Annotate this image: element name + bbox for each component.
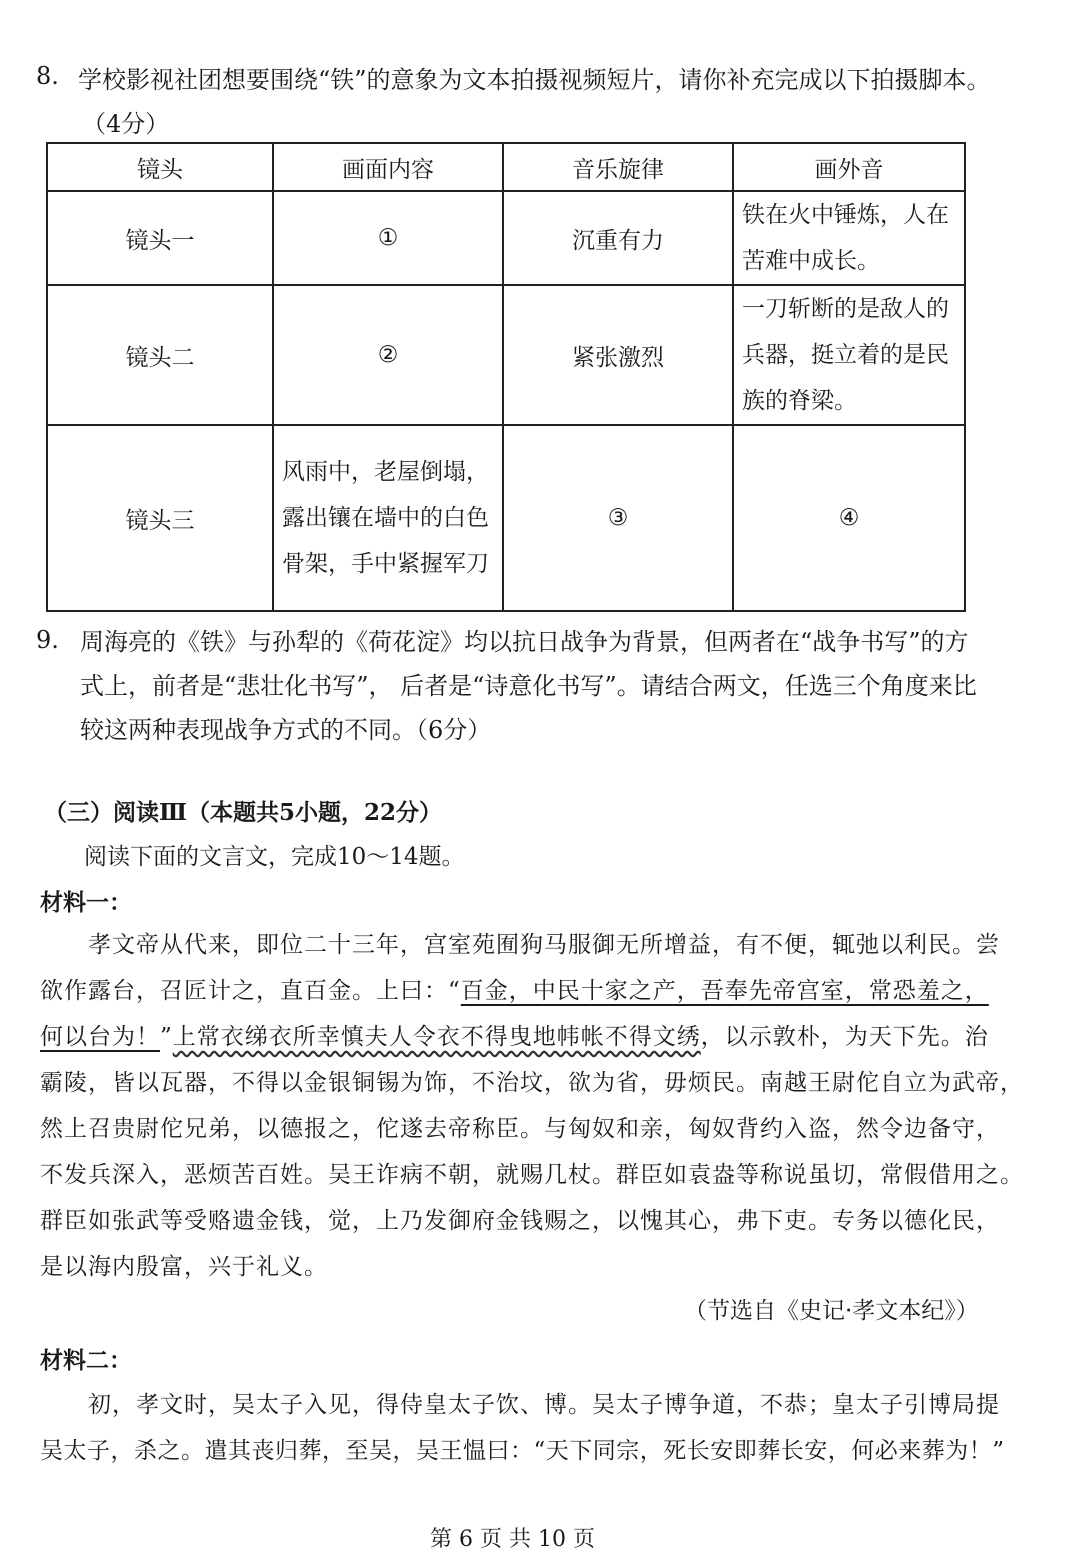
section-3-title: （三）阅读Ⅲ（本题共5小题，22分） [44, 799, 443, 826]
table-header-row [47, 143, 965, 191]
header-picture: 画面内容 [273, 143, 503, 191]
cell-shot: 镜头一 [47, 191, 273, 285]
cell-music: ③ [503, 425, 733, 611]
header-voiceover: 画外音 [733, 143, 965, 191]
material-1-line: 何以台为！”上常衣绨衣所幸慎夫人令衣不得曳地帏帐不得文绣，以示敦朴，为天下先。治 [40, 1024, 989, 1050]
question-9-number: 9. [36, 626, 59, 654]
material-1-label: 材料一： [40, 889, 132, 916]
question-9-line-3: 较这两种表现战争方式的不同。（6分） [80, 716, 492, 744]
material-1-line: 孝文帝从代来，即位二十三年，宫室苑囿狗马服御无所增益，有不便，辄弛以利民。尝 [88, 932, 1000, 958]
cell-picture: 风雨中，老屋倒塌，露出镶在墙中的白色骨架，手中紧握军刀 [273, 425, 503, 611]
material-1-line: 然上召贵尉佗兄弟，以德报之，佗遂去帝称臣。与匈奴和亲，匈奴背约入盗，然令边备守， [40, 1116, 1000, 1142]
question-8-text: 学校影视社团想要围绕“铁”的意象为文本拍摄视频短片，请你补充完成以下拍摄脚本。 [78, 66, 991, 94]
shooting-script-table [46, 142, 966, 612]
material-1-source: （节选自《史记·孝文本纪》） [684, 1298, 979, 1324]
cell-shot: 镜头三 [47, 425, 273, 611]
cell-picture: ② [273, 285, 503, 425]
table-row [47, 191, 965, 285]
header-shot: 镜头 [47, 143, 273, 191]
material-2-label: 材料二： [40, 1347, 132, 1374]
page-footer: 第 6 页 共 10 页 [430, 1527, 595, 1552]
material-1-line: 霸陵，皆以瓦器，不得以金银铜锡为饰，不治坟，欲为省，毋烦民。南越王尉佗自立为武帝， [40, 1070, 1024, 1096]
question-9-line-1: 周海亮的《铁》与孙犁的《荷花淀》均以抗日战争为背景，但两者在“战争书写”的方 [80, 628, 969, 656]
underlined-sentence: 百金，中民十家之产，吾奉先帝宫室，常恐羞之， [460, 978, 989, 1004]
cell-voiceover: ④ [733, 425, 965, 611]
cell-voiceover: 铁在火中锤炼，人在苦难中成长。 [733, 191, 965, 285]
question-9-line-2: 式上，前者是“悲壮化书写”， 后者是“诗意化书写”。请结合两文，任选三个角度来比 [80, 672, 977, 700]
material-1-line: 群臣如张武等受赂遗金钱，觉，上乃发御府金钱赐之，以愧其心，弗下吏。专务以德化民， [40, 1208, 1000, 1234]
table-row [47, 285, 965, 425]
material-1-line: 欲作露台，召匠计之，直百金。上曰：“百金，中民十家之产，吾奉先帝宫室，常恐羞之， [40, 978, 989, 1004]
wavy-underlined-sentence: 上常衣绨衣所幸慎夫人令衣不得曳地帏帐不得文绣 [172, 1024, 701, 1050]
cell-music: 紧张激烈 [503, 285, 733, 425]
table-row [47, 425, 965, 611]
question-8-score: （4分） [82, 110, 170, 138]
question-8-number: 8. [36, 62, 59, 90]
header-music: 音乐旋律 [503, 143, 733, 191]
cell-voiceover: 一刀斩断的是敌人的兵器，挺立着的是民族的脊梁。 [733, 285, 965, 425]
material-2-line: 吴太子，杀之。遣其丧归葬，至吴，吴王愠曰：“天下同宗，死长安即葬长安，何必来葬为！” [40, 1438, 1005, 1464]
cell-shot: 镜头二 [47, 285, 273, 425]
material-2-line: 初，孝文时，吴太子入见，得侍皇太子饮、博。吴太子博争道，不恭；皇太子引博局提 [88, 1392, 1000, 1418]
section-3-instruction: 阅读下面的文言文，完成10～14题。 [84, 844, 465, 870]
cell-music: 沉重有力 [503, 191, 733, 285]
cell-picture: ① [273, 191, 503, 285]
underlined-sentence: 何以台为！ [40, 1024, 160, 1050]
material-1-line: 不发兵深入，恶烦苦百姓。吴王诈病不朝，就赐几杖。群臣如袁盎等称说虽切，常假借用之。 [40, 1162, 1024, 1188]
material-1-line: 是以海内殷富，兴于礼义。 [40, 1254, 328, 1280]
